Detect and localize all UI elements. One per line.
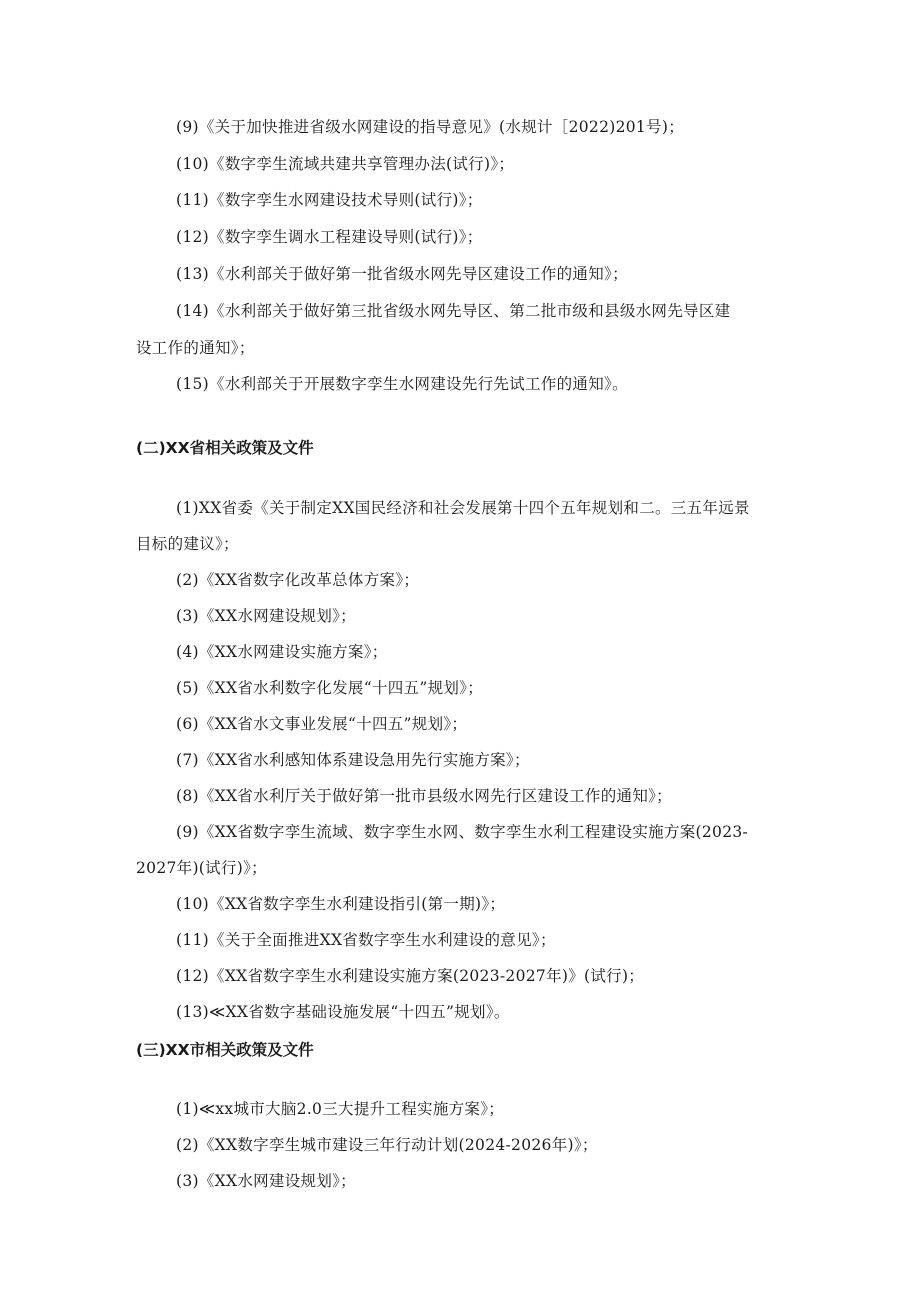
ref-item: (12)《数字孪生调水工程建设导则(试行)》； [176, 228, 483, 246]
ref-item: (1)XX省委《关于制定XX国民经济和社会发展第十四个五年规划和二。三五年远景 [176, 499, 750, 517]
ref-item: (6)《XX省水文事业发展“十四五”规划》； [176, 715, 468, 733]
ref-item: (13)≪XX省数字基础设施发展“十四五”规划》。 [176, 1003, 510, 1021]
ref-item: (1)≪xx城市大脑2.0三大提升工程实施方案》； [176, 1100, 505, 1118]
ref-item: (7)《XX省水利感知体系建设急用先行实施方案》； [176, 751, 530, 769]
ref-item: (3)《XX水网建设规划》； [176, 1172, 356, 1190]
ref-item-continuation: 目标的建议》； [136, 535, 239, 553]
ref-item: (13)《水利部关于做好第一批省级水网先导区建设工作的通知》； [176, 265, 628, 283]
ref-item: (5)《XX省水利数字化发展“十四五”规划》； [176, 679, 484, 697]
ref-item: (8)《XX省水利厅关于做好第一批市县级水网先行区建设工作的通知》； [176, 787, 672, 805]
section-heading-city: (三)XX市相关政策及文件 [136, 1041, 314, 1059]
ref-item: (15)《水利部关于开展数字孪生水网建设先行先试工作的通知》。 [176, 375, 628, 393]
ref-item: (2)《XX数字孪生城市建设三年行动计划(2024-2026年)》； [176, 1136, 598, 1154]
ref-item: (12)《XX省数字孪生水利建设实施方案(2023-2027年)》(试行)； [176, 967, 645, 985]
ref-item: (9)《XX省数字孪生流域、数字孪生水网、数字孪生水利工程建设实施方案(2023- [176, 823, 749, 841]
ref-item: (10)《XX省数字孪生水利建设指引(第一期)》； [176, 895, 506, 913]
ref-item: (2)《XX省数字化改革总体方案》； [176, 571, 420, 589]
ref-item-continuation: 设工作的通知》； [136, 339, 255, 357]
section-heading-province: (二)XX省相关政策及文件 [136, 439, 314, 457]
ref-item: (9)《关于加快推进省级水网建设的指导意见》(水规计［2022)201号)； [176, 118, 685, 136]
ref-item: (11)《数字孪生水网建设技术导则(试行)》； [176, 191, 483, 209]
ref-item: (10)《数字孪生流域共建共享管理办法(试行)》； [176, 155, 515, 173]
ref-item: (4)《XX水网建设实施方案》； [176, 643, 388, 661]
ref-item: (3)《XX水网建设规划》； [176, 607, 356, 625]
ref-item-continuation: 2027年)(试行)》； [136, 859, 267, 877]
ref-item: (11)《关于全面推进XX省数字孪生水利建设的意见》； [176, 931, 556, 949]
ref-item: (14)《水利部关于做好第三批省级水网先导区、第二批市级和县级水网先导区建 [176, 302, 731, 320]
